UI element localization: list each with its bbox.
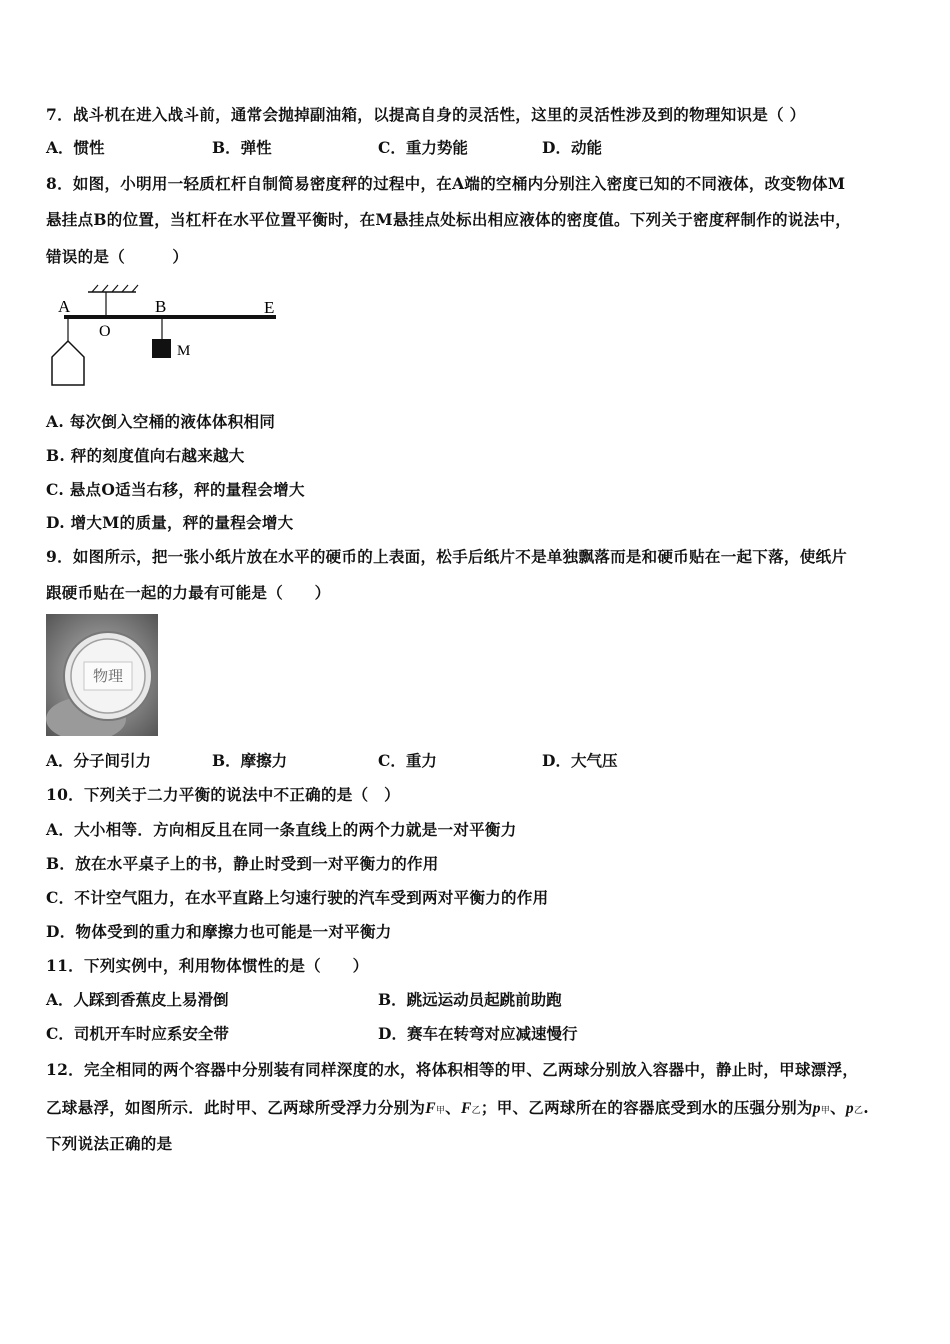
q8-stem-line-2: 悬挂点B的位置，当杠杆在水平位置平衡时，在M悬挂点处标出相应液体的密度值。下列关于密度秤制作的说法中， [46,210,852,229]
label-o: O [99,323,111,340]
q7-option-d: D．动能 [542,138,602,157]
symbol-f-jia: F [425,1100,436,1117]
symbol-f-yi: F [460,1100,472,1117]
q12-stem-line-3: 下列说法正确的是 [46,1134,173,1153]
q8-option-b: B. 秤的刻度值向右越来越大 [46,446,245,465]
q7-option-b: B．弹性 [212,138,272,157]
q9-stem-line-1: 9．如图所示，把一张小纸片放在水平的硬币的上表面，松手后纸片不是单独飘落而是和硬币贴在一起下落，使纸片 [46,547,848,566]
q11-option-a: A．人踩到香蕉皮上易滑倒 [46,990,229,1009]
weight-m [152,339,171,358]
subscript-jia-2: 甲 [820,1106,831,1116]
bucket [52,341,84,385]
q9-option-c: C．重力 [378,751,437,770]
label-m: M [177,343,191,359]
q8-option-a: A. 每次倒入空桶的液体体积相同 [46,412,276,431]
q12-stem-line-2 [46,1096,869,1118]
symbol-p-jia: p [812,1100,821,1117]
q10-option-a: A．大小相等．方向相反且在同一条直线上的两个力就是一对平衡力 [46,820,517,839]
photo-text: 物理 [92,667,124,685]
label-b: B [155,297,167,316]
q12-stem-line-1: 12．完全相同的两个容器中分别装有同样深度的水，将体积相等的甲、乙两球分别放入容器中，静止时，甲球漂浮， [46,1060,859,1079]
q10-stem: 10．下列关于二力平衡的说法中不正确的是（ ） [46,785,400,804]
lever-diagram [44,283,284,391]
subscript-jia-1: 甲 [435,1106,446,1116]
symbol-p-yi: p [845,1100,854,1117]
label-e: E [264,298,275,317]
q12-stem-part-b: ；甲、乙两球所在的容器底受到水的压强分别为 [480,1098,813,1117]
q10-option-b: B．放在水平桌子上的书，静止时受到一对平衡力的作用 [46,854,439,873]
end-period: . [863,1098,869,1117]
q8-option-d: D. 增大M的质量，秤的量程会增大 [46,513,294,532]
separator-2: 、 [830,1098,846,1117]
q8-option-c: C. 悬点O适当右移，秤的量程会增大 [46,480,305,499]
separator-1: 、 [445,1098,461,1117]
q7-option-a: A．惯性 [46,138,105,157]
q12-stem-part-a: 乙球悬浮，如图所示．此时甲、乙两球所受浮力分别为 [46,1098,426,1117]
subscript-yi-2: 乙 [853,1106,864,1116]
q9-stem-line-2: 跟硬币贴在一起的力最有可能是（ ） [46,583,331,602]
q11-option-c: C．司机开车时应系安全带 [46,1024,229,1043]
q10-option-d: D．物体受到的重力和摩擦力也可能是一对平衡力 [46,922,392,941]
q8-stem-line-3: 错误的是（ ） [46,247,189,266]
q9-option-d: D．大气压 [542,751,618,770]
q9-option-a: A．分子间引力 [46,751,152,770]
q10-option-c: C．不计空气阻力，在水平直路上匀速行驶的汽车受到两对平衡力的作用 [46,888,549,907]
q11-stem: 11．下列实例中，利用物体惯性的是（ ） [46,956,369,975]
label-a: A [58,297,71,316]
subscript-yi-1: 乙 [471,1106,481,1116]
q11-option-d: D．赛车在转弯对应减速慢行 [378,1024,578,1043]
ceiling-hatch [92,285,138,292]
q7-stem: 7．战斗机在进入战斗前，通常会抛掉副油箱，以提高自身的灵活性，这里的灵活性涉及到的物理知识是（ ） [46,105,806,124]
coin-photo [46,614,158,736]
q8-stem-line-1: 8．如图，小明用一轻质杠杆自制简易密度秤的过程中，在A端的空桶内分别注入密度已知的不同液体，改变物体M [46,174,846,193]
q11-option-b: B．跳远运动员起跳前助跑 [378,990,562,1009]
q7-option-c: C．重力势能 [378,138,468,157]
q9-option-b: B．摩擦力 [212,751,288,770]
